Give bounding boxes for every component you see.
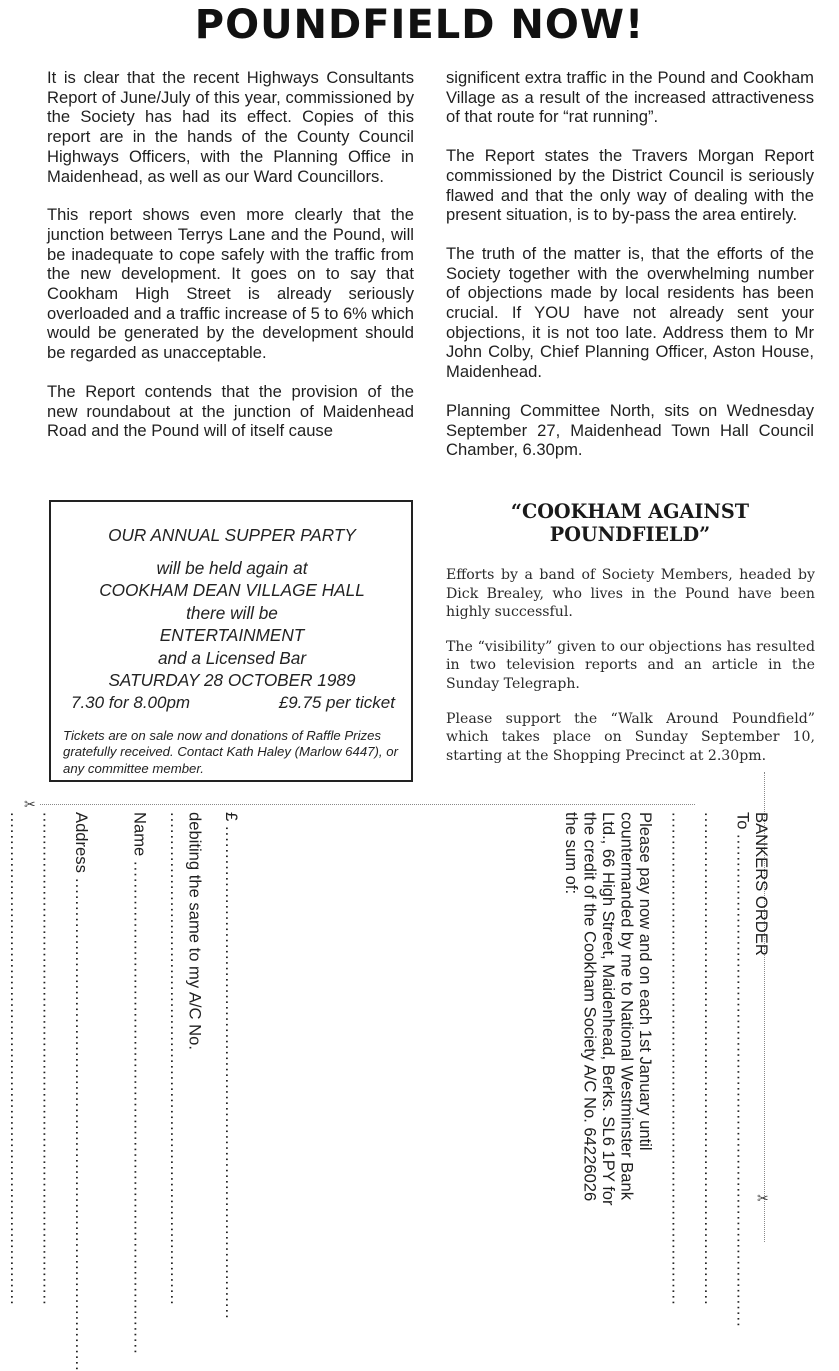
tickets-note: Tickets are on sale now and donations of Raffle Prizes gratefully received. Contact Kath Haley (Marlow 6447), or any committee member. bbox=[63, 727, 398, 776]
paragraph: This report shows even more clearly that the junction between Terrys Lane and the Pound, will be inadequate to cope safely with the traffic from the new development. It goes on to say that Cookham High Street is already seriously overloaded and a traffic increase of 5 to 6% which would be generated by the development should be regarded as unacceptable. bbox=[47, 205, 414, 363]
box-line: OUR ANNUAL SUPPER PARTY bbox=[108, 525, 356, 545]
ticket-price: £9.75 per ticket bbox=[278, 692, 395, 712]
account-number-field[interactable]: ........................................................................................ bbox=[167, 812, 186, 1306]
paragraph: Planning Committee North, sits on Wednesday September 27, Maidenhead Town Hall Council Chamber, 6.30pm. bbox=[446, 400, 814, 460]
address-label: Address bbox=[72, 812, 91, 873]
event-time: 7.30 for 8.00pm bbox=[71, 692, 191, 712]
supper-party-box bbox=[49, 500, 413, 782]
bankers-order-text bbox=[7, 812, 771, 1371]
to-field-line-3[interactable]: ........................................................................................ bbox=[668, 812, 688, 1306]
pound-sign: £ bbox=[222, 812, 241, 822]
paragraph: The truth of the matter is, that the efforts of the Society together with the overwhelming number of objections made by local residents has been crucial. If YOU have not already sent your objections, it is not too late. Address them to Mr John Colby, Chief Planning Officer, Aston House, Maidenhead. bbox=[446, 243, 814, 382]
to-line bbox=[733, 812, 753, 1328]
name-field[interactable]: ........................................................................................ bbox=[130, 860, 150, 1355]
box-line: ENTERTAINMENT bbox=[159, 625, 305, 645]
box-line: COOKHAM DEAN VILLAGE HALL bbox=[99, 580, 365, 600]
page-title: POUNDFIELD NOW! bbox=[194, 2, 645, 48]
time-price-row bbox=[63, 692, 401, 714]
article-left-column bbox=[47, 68, 414, 460]
amount-line bbox=[222, 812, 241, 1320]
paragraph: The “visibility” given to our objections has resulted in two television reports and an article in the Sunday Telegraph. bbox=[446, 638, 815, 692]
campaign-column bbox=[446, 566, 815, 781]
name-line bbox=[130, 812, 150, 1355]
box-line: and a Licensed Bar bbox=[157, 647, 307, 668]
paragraph: The Report states the Travers Morgan Report commissioned by the District Council is seriously flawed and that the only way of dealing with the present situation, is to by-pass the area entirely. bbox=[446, 146, 814, 225]
paragraph: It is clear that the recent Highways Consultants Report of June/July of this year, commissioned by the Society has had its effect. Copies of this report are in the hands of the County Council Highways Officers, with the Planning Office in Maidenhead, as well as our Ward Councillors. bbox=[47, 68, 414, 186]
order-instruction: Please pay now and on each 1st January until countermanded by me to National Westminster Bank Ltd., 66 High Street, Maidenhead, Berks. SL6 1PY for the credit of the Cookham Society A/C No. 64226026 the sum of: bbox=[562, 812, 655, 1206]
scissors-icon: ✂ bbox=[757, 1190, 769, 1206]
article-right-column bbox=[446, 68, 814, 479]
address-field-line-2[interactable]: ........................................................................................ bbox=[39, 812, 59, 1306]
address-line bbox=[72, 812, 91, 1371]
box-line: SATURDAY 28 OCTOBER 1989 bbox=[108, 670, 356, 690]
debit-label: debiting the same to my A/C No. bbox=[185, 812, 205, 1050]
to-field-line-2[interactable]: ........................................................................................ bbox=[701, 812, 720, 1306]
to-label: To bbox=[733, 812, 753, 830]
paragraph: significent extra traffic in the Pound and Cookham Village as a result of the increased attractiveness of that route for “rat running”. bbox=[446, 68, 814, 127]
cut-line-horizontal bbox=[40, 804, 695, 805]
debit-line bbox=[167, 812, 205, 1306]
amount-field[interactable]: ........................................................................................ bbox=[222, 825, 241, 1320]
address-field-line-3[interactable]: ........................................................................................ bbox=[7, 812, 26, 1306]
order-heading: BANKERS ORDER bbox=[752, 812, 771, 956]
paragraph: Efforts by a band of Society Members, headed by Dick Brealey, who lives in the Pound have been highly successful. bbox=[446, 567, 815, 621]
paragraph: Please support the “Walk Around Poundfield” which takes place on Sunday September 10, starting at the Shopping Precinct at 2.30pm. bbox=[446, 710, 815, 764]
campaign-heading: “COOKHAM AGAINST POUNDFIELD” bbox=[510, 500, 750, 546]
scissors-icon: ✂ bbox=[24, 796, 36, 812]
to-field[interactable]: ........................................................................................ bbox=[733, 834, 753, 1328]
box-line: will be held again at bbox=[156, 557, 308, 578]
name-label: Name bbox=[130, 812, 150, 857]
paragraph: The Report contends that the provision of the new roundabout at the junction of Maidenhead Road and the Pound will of itself cause bbox=[47, 381, 414, 441]
address-field[interactable]: ........................................................................................ bbox=[72, 877, 91, 1371]
box-line: there will be bbox=[186, 602, 278, 623]
